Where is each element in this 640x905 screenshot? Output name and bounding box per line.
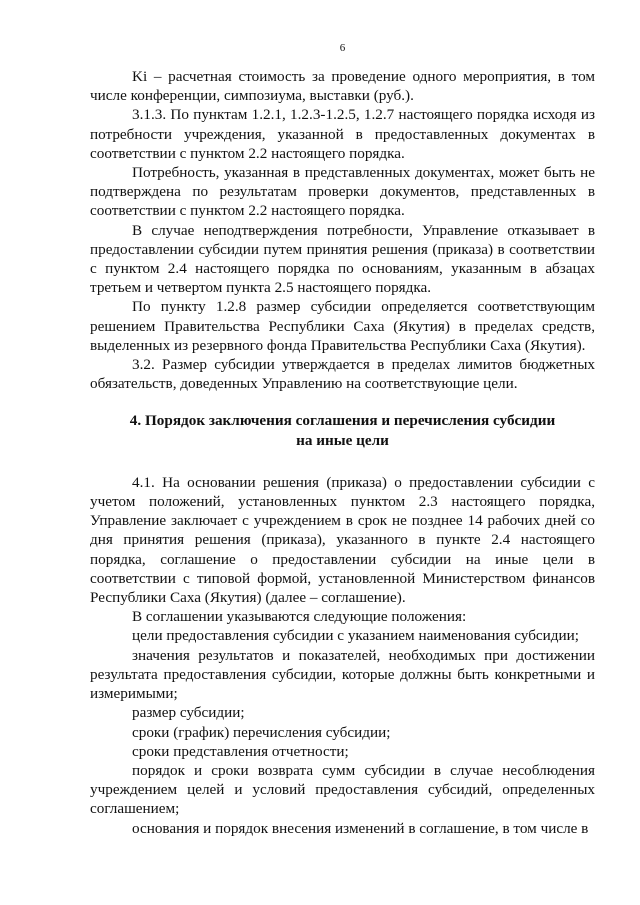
- list-item-reporting-deadlines: сроки представления отчетности;: [132, 742, 349, 760]
- list-item-purposes: цели предоставления субсидии с указанием наименования субсидии;: [132, 627, 579, 645]
- paragraph-refusal: В случае неподтверждения потребности, Управление отказывает в предоставлении субсидии путем принятия решения (приказа) в соответствии с пунктом 2.4 настоящего порядка по основаниям, указанным в абзацах третьем и четвертом пункта 2.5 настоящего порядка.: [90, 221, 595, 297]
- paragraph-need-not-confirmed: Потребность, указанная в представленных документах, может быть не подтверждена по результатам проверки документов, представленных в соответствии с пунктом 2.2 настоящего порядка.: [90, 164, 595, 220]
- section-4-heading-line-2: на иные цели: [296, 431, 389, 449]
- section-4-body: [90, 473, 595, 838]
- paragraph-3-2: 3.2. Размер субсидии утверждается в пределах лимитов бюджетных обязательств, доведенных Управлению на соответствующие цели.: [90, 356, 595, 393]
- list-item-results-indicators: значения результатов и показателей, необходимых при достижении результата предоставления субсидии, которые должны быть конкретными и измеримыми;: [90, 646, 595, 703]
- list-item-subsidy-amount: размер субсидии;: [132, 704, 245, 722]
- list-item-transfer-schedule: сроки (график) перечисления субсидии;: [132, 723, 391, 741]
- paragraph-3-1-3: 3.1.3. По пунктам 1.2.1, 1.2.3-1.2.5, 1.2.7 настоящего порядка исходя из потребности учреждения, указанной в предоставленных документах в соответствии с пунктом 2.2 настоящего порядка.: [90, 106, 595, 162]
- list-item-return-procedure: порядок и сроки возврата сумм субсидии в случае несоблюдения учреждением целей и условий предоставления субсидий, определенных соглашением;: [90, 761, 595, 818]
- list-item-amendment-grounds: основания и порядок внесения изменений в соглашение, в том числе в: [132, 819, 589, 837]
- paragraph-4-1: 4.1. На основании решения (приказа) о предоставлении субсидии с учетом положений, установленных пунктом 2.3 настоящего порядка, Управление заключает с учреждением в срок не позднее 14 рабочих дней со дня принятия решения (приказа), указанного в пункте 2.4 настоящего порядка, соглашение о предоставлении субсидии на иные цели в соответствии с типовой формой, установленной Министерством финансов Республики Саха (Якутия) (далее – соглашение).: [90, 473, 595, 607]
- page-number: 6: [339, 42, 346, 54]
- section-4-heading-line-1: 4. Порядок заключения соглашения и перечисления субсидии: [129, 412, 556, 430]
- paragraph-ki-definition: Ki – расчетная стоимость за проведение одного мероприятия, в том числе конференции, симпозиума, выставки (руб.).: [90, 68, 595, 105]
- paragraph-1-2-8: По пункту 1.2.8 размер субсидии определяется соответствующим решением Правительства Республики Саха (Якутия) в пределах средств, выделенных из резервного фонда Правительства Республики Саха (Якутия).: [90, 298, 595, 354]
- paragraph-agreement-provisions-intro: В соглашении указываются следующие положения:: [132, 608, 467, 626]
- section-4-heading: [90, 411, 595, 449]
- section-3-continuation: [90, 67, 595, 393]
